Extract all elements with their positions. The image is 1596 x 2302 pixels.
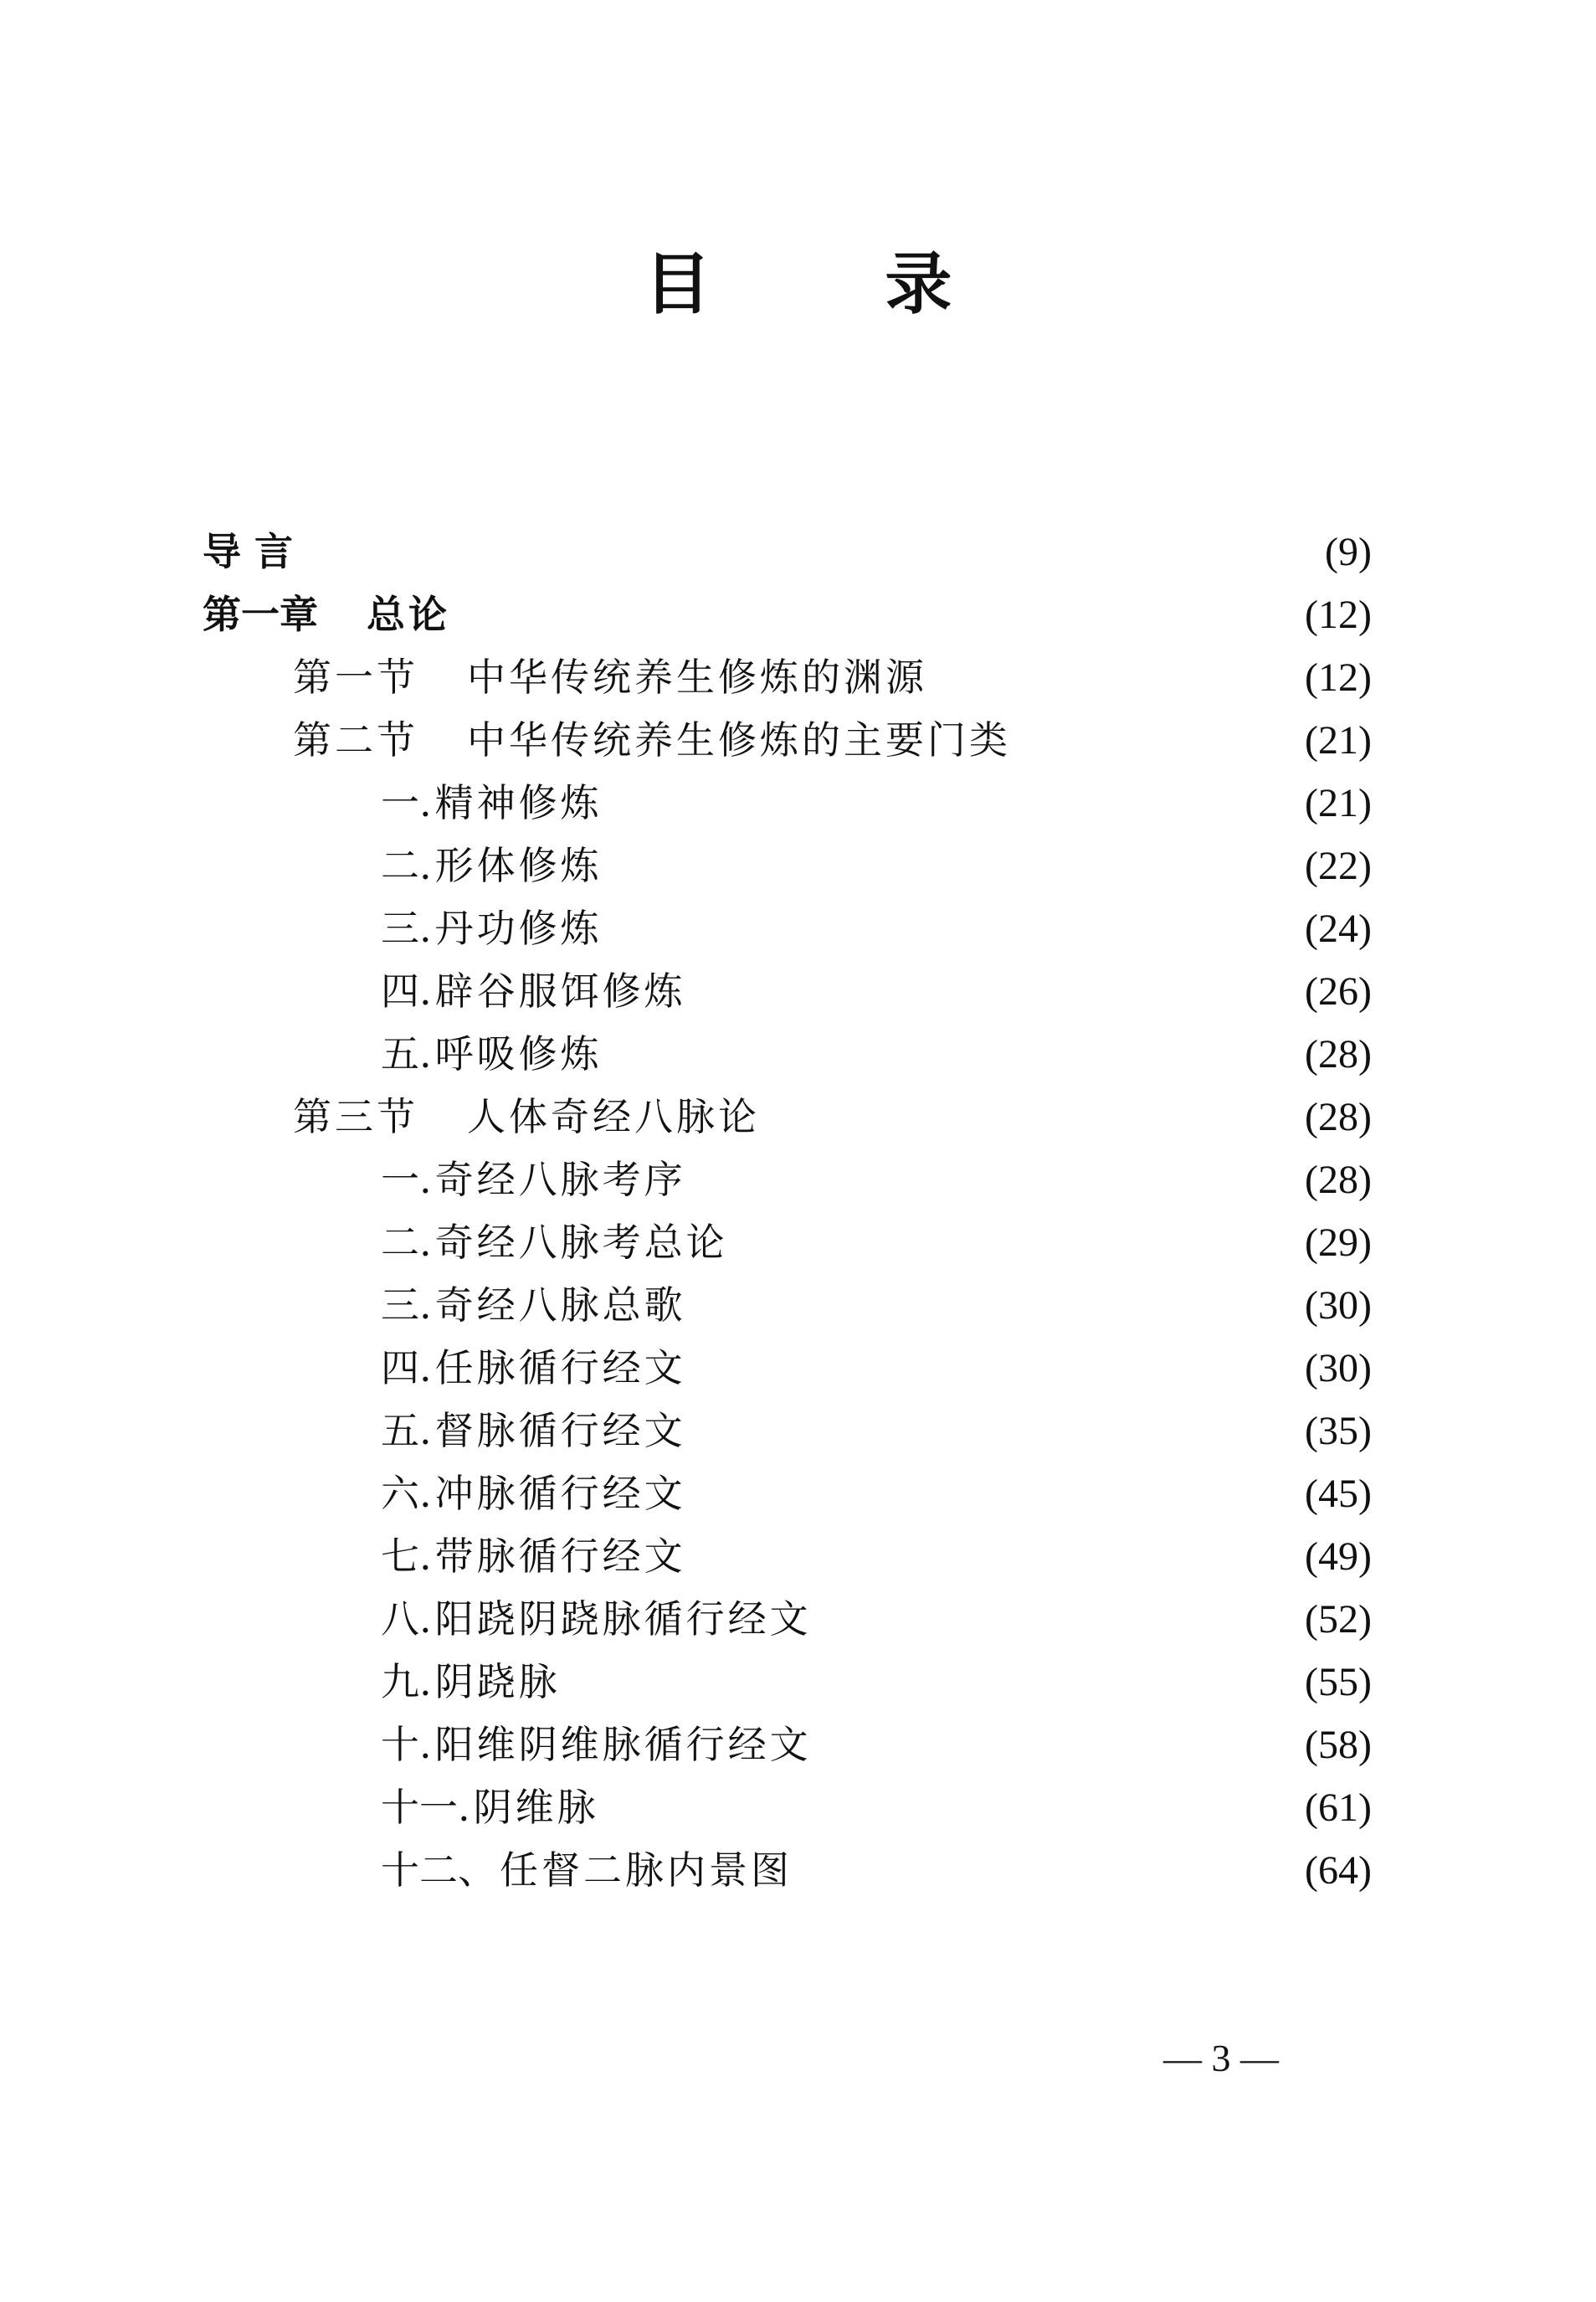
page-number: (30): [1305, 1346, 1372, 1390]
entry-number: 四.: [381, 969, 432, 1014]
page-number: (49): [1305, 1534, 1372, 1579]
dot-leader: [638, 835, 1281, 897]
page-number: (21): [1305, 718, 1372, 763]
dot-leader: [795, 1086, 1281, 1148]
entry-number: 一.: [381, 780, 432, 825]
entry-number: 十二、: [381, 1847, 496, 1893]
entry-title: 奇经八脉总歌: [434, 1282, 686, 1328]
entry-title: 任脉循行经文: [434, 1345, 686, 1390]
page-number: (26): [1305, 969, 1372, 1014]
entry-title: 呼吸修炼: [434, 1031, 603, 1076]
entry-title: 冲脉循行经文: [434, 1471, 686, 1516]
page-title: 目 录: [644, 245, 1028, 323]
entry-number: 八.: [381, 1596, 432, 1642]
page-number: (55): [1305, 1660, 1372, 1704]
page-number: (52): [1305, 1597, 1372, 1642]
toc-entry-item[interactable]: [381, 897, 1372, 960]
entry-title: 阳跷阴跷脉循行经文: [434, 1596, 812, 1642]
entry-title: 中华传统养生修炼的主要门类: [467, 717, 1011, 763]
page-number: (24): [1305, 907, 1372, 951]
page-number: (22): [1305, 844, 1372, 888]
toc-entry-item[interactable]: [381, 1148, 1372, 1211]
dot-leader: [328, 521, 1301, 583]
entry-number: 第一节: [293, 655, 418, 700]
toc-entry-item[interactable]: [381, 1274, 1372, 1337]
entry-title: 阴维脉: [473, 1785, 599, 1830]
dot-leader: [638, 772, 1281, 835]
dot-leader: [721, 1274, 1281, 1337]
toc-entry-section-1[interactable]: [293, 646, 1372, 709]
dot-leader: [962, 646, 1281, 709]
toc-entry-item[interactable]: [381, 1023, 1372, 1086]
entry-title: 总论: [367, 592, 450, 637]
page-folio: — 3 —: [1163, 2037, 1279, 2079]
toc-entry-item[interactable]: [381, 1651, 1372, 1714]
entry-number: 三.: [381, 1282, 432, 1328]
entry-title: 丹功修炼: [434, 906, 603, 951]
toc-entry-item[interactable]: [381, 1337, 1372, 1400]
toc-entry-item[interactable]: [381, 1400, 1372, 1462]
entry-title: 督脉循行经文: [434, 1408, 686, 1453]
dot-leader: [847, 1714, 1281, 1776]
dot-leader: [721, 1525, 1281, 1588]
toc-entry-chapter-1[interactable]: [203, 583, 1372, 646]
toc-entry-item[interactable]: [381, 1211, 1372, 1274]
dot-leader: [721, 1337, 1281, 1400]
page-number: (28): [1305, 1032, 1372, 1076]
entry-number: 第三节: [293, 1094, 418, 1139]
entry-number: 第一章: [203, 592, 318, 637]
dot-leader: [634, 1776, 1281, 1839]
page-number: (29): [1305, 1220, 1372, 1265]
page-number: (21): [1305, 781, 1372, 825]
entry-number: 导 言: [203, 529, 294, 574]
entry-title: 奇经八脉考总论: [434, 1220, 728, 1265]
entry-number: 第二节: [293, 717, 418, 763]
dot-leader: [828, 1839, 1281, 1902]
entry-number: 一.: [381, 1157, 432, 1202]
entry-title: 形体修炼: [434, 843, 603, 888]
entry-number: 二.: [381, 843, 432, 888]
page-number: (28): [1305, 1158, 1372, 1202]
toc-entry-item[interactable]: [381, 835, 1372, 897]
entry-number: 五.: [381, 1408, 432, 1453]
entry-title: 带脉循行经文: [434, 1534, 686, 1579]
toc-entry-item[interactable]: [381, 1776, 1372, 1839]
dot-leader: [721, 960, 1281, 1023]
dot-leader: [638, 897, 1281, 960]
toc-entry-item[interactable]: [381, 1714, 1372, 1776]
toc-entry-item[interactable]: [381, 1462, 1372, 1525]
toc-entry-item[interactable]: [381, 1588, 1372, 1651]
entry-number: 五.: [381, 1031, 432, 1076]
entry-title: 精神修炼: [434, 780, 603, 825]
entry-number: 七.: [381, 1534, 432, 1579]
page-number: (28): [1305, 1095, 1372, 1139]
entry-title: 阴跷脉: [434, 1659, 561, 1704]
dot-leader: [763, 1211, 1281, 1274]
page-number: (64): [1305, 1848, 1372, 1893]
entry-number: 二.: [381, 1220, 432, 1265]
dot-leader: [596, 1651, 1281, 1714]
entry-number: 十.: [381, 1722, 432, 1767]
dot-leader: [721, 1462, 1281, 1525]
dot-leader: [1046, 709, 1281, 772]
entry-title: 奇经八脉考序: [434, 1157, 686, 1202]
entry-title: 阳维阴维脉循行经文: [434, 1722, 812, 1767]
page-number: (35): [1305, 1409, 1372, 1453]
page-number: (30): [1305, 1283, 1372, 1328]
page-number: (12): [1305, 655, 1372, 700]
toc-entry-intro[interactable]: [203, 521, 1372, 583]
page-number: (45): [1305, 1472, 1372, 1516]
page-number: (58): [1305, 1723, 1372, 1767]
dot-leader: [847, 1588, 1281, 1651]
page-number: (9): [1325, 530, 1372, 574]
entry-title: 任督二脉内景图: [500, 1847, 793, 1893]
entry-title: 辟谷服饵修炼: [434, 969, 686, 1014]
toc-entry-section-3[interactable]: [293, 1086, 1372, 1148]
entry-number: 四.: [381, 1345, 432, 1390]
toc-entry-item[interactable]: [381, 1839, 1372, 1902]
page-number: (61): [1305, 1786, 1372, 1830]
dot-leader: [485, 583, 1281, 646]
toc-entry-section-2[interactable]: [293, 709, 1372, 772]
dot-leader: [638, 1023, 1281, 1086]
page-number: (12): [1305, 593, 1372, 637]
entry-title: 中华传统养生修炼的渊源: [467, 655, 927, 700]
entry-number: 三.: [381, 906, 432, 951]
entry-number: 九.: [381, 1659, 432, 1704]
dot-leader: [721, 1400, 1281, 1462]
entry-number: 六.: [381, 1471, 432, 1516]
toc-entry-item[interactable]: [381, 772, 1372, 835]
toc-entry-item[interactable]: [381, 1525, 1372, 1588]
entry-title: 人体奇经八脉论: [467, 1094, 760, 1139]
toc-entry-item[interactable]: [381, 960, 1372, 1023]
dot-leader: [721, 1148, 1281, 1211]
entry-number: 十一.: [381, 1785, 470, 1830]
